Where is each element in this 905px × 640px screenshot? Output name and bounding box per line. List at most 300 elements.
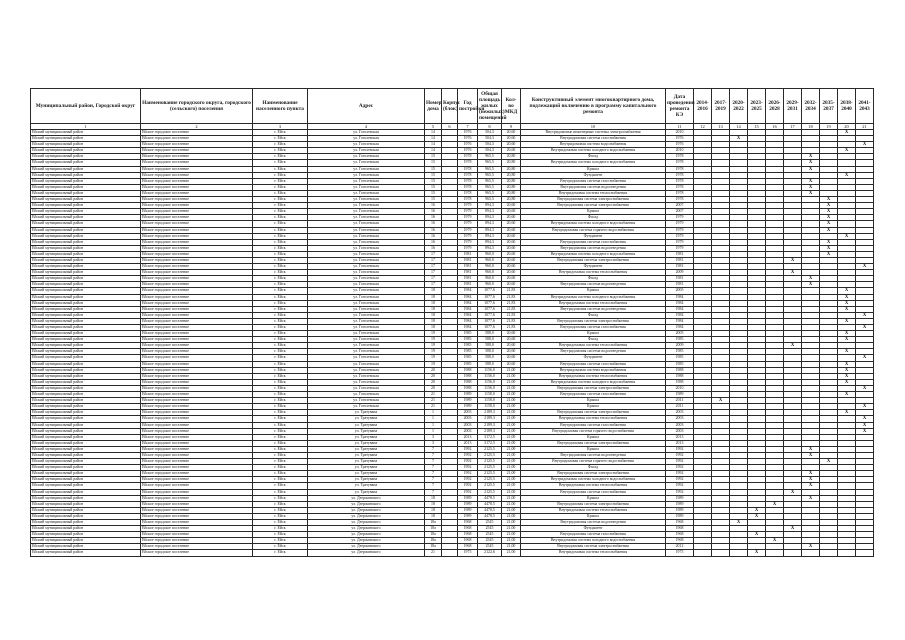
cell-district: Ейский муниципальный район — [31, 422, 141, 428]
table-body — [31, 130, 874, 557]
cell-repair: 1981 — [666, 264, 694, 270]
cell-settlement: Ейское городское поселение — [141, 233, 253, 239]
cell-repair: 1968 — [666, 532, 694, 538]
cell-settlement: Ейское городское поселение — [141, 239, 253, 245]
cell-element: Фундамент — [521, 526, 666, 532]
period-cell: X — [856, 142, 874, 148]
cell-house: 21 — [425, 392, 442, 398]
cell-count: 20,60 — [502, 221, 521, 227]
cell-locality: г. Ейск — [253, 312, 308, 318]
cell-year: 1985 — [458, 343, 478, 349]
cell-settlement: Ейское городское поселение — [141, 282, 253, 288]
cell-settlement: Ейское городское поселение — [141, 276, 253, 282]
cell-locality: г. Ейск — [253, 477, 308, 483]
cell-element: Внутридомовая система теплоснабжения — [521, 507, 666, 513]
cell-element: Внутридомовые инженерные системы электроснабжения — [521, 130, 666, 136]
cell-settlement: Ейское городское поселение — [141, 440, 253, 446]
cell-house: 14 — [425, 148, 442, 154]
column-number: 5 — [425, 124, 442, 130]
cell-element: Внутридомовая система газоснабжения — [521, 422, 666, 428]
cell-repair: 2003 — [666, 422, 694, 428]
cell-locality: г. Ейск — [253, 440, 308, 446]
cell-element: Внутридомовая система газоснабжения — [521, 136, 666, 142]
cell-repair: 1988 — [666, 373, 694, 379]
cell-street: ул. Гоголевская — [308, 264, 425, 270]
cell-count: 20,60 — [502, 142, 521, 148]
period-cell: X — [856, 404, 874, 410]
cell-repair: 1984 — [666, 300, 694, 306]
cell-house: 3 — [425, 434, 442, 440]
cell-element: Внутридомовая система водоснабжения — [521, 367, 666, 373]
cell-district: Ейский муниципальный район — [31, 331, 141, 337]
cell-street: ул. Тратувана — [308, 471, 425, 477]
cell-count: 21,00 — [502, 501, 521, 507]
cell-locality: г. Ейск — [253, 331, 308, 337]
cell-settlement: Ейское городское поселение — [141, 465, 253, 471]
cell-house: 19 — [425, 361, 442, 367]
cell-area: 1077,6 — [478, 325, 502, 331]
cell-house: 18 — [425, 513, 442, 519]
cell-area: 2125,5 — [478, 477, 502, 483]
table-header — [31, 89, 874, 130]
cell-district: Ейский муниципальный район — [31, 300, 141, 306]
cell-house: 17 — [425, 251, 442, 257]
cell-district: Ейский муниципальный район — [31, 520, 141, 526]
cell-locality: г. Ейск — [253, 300, 308, 306]
period-cell: X — [712, 398, 730, 404]
period-cell: X — [802, 190, 820, 196]
cell-element: Внутридомовая система газоснабжения — [521, 239, 666, 245]
cell-locality: г. Ейск — [253, 526, 308, 532]
cell-settlement: Ейское городское поселение — [141, 410, 253, 416]
cell-house: 7 — [425, 483, 442, 489]
cell-element: Внутридомовая система электроснабжения — [521, 203, 666, 209]
cell-count: 21,00 — [502, 373, 521, 379]
cell-repair: 1981 — [666, 257, 694, 263]
cell-locality: г. Ейск — [253, 318, 308, 324]
cell-element: Крыша — [521, 495, 666, 501]
cell-count: 20,60 — [502, 203, 521, 209]
cell-street: ул. Дзержинского — [308, 513, 425, 519]
cell-area: 960,0 — [478, 276, 502, 282]
cell-settlement: Ейское городское поселение — [141, 294, 253, 300]
cell-area: 1077,6 — [478, 318, 502, 324]
cell-repair: 2009 — [666, 343, 694, 349]
cell-element: Внутридомовая система электроснабжения — [521, 440, 666, 446]
cell-street: ул. Тратувана — [308, 434, 425, 440]
cell-street: ул. Гоголевская — [308, 190, 425, 196]
cell-district: Ейский муниципальный район — [31, 538, 141, 544]
cell-area: 588,0 — [478, 337, 502, 343]
cell-settlement: Ейское городское поселение — [141, 367, 253, 373]
cell-area: 894,3 — [478, 245, 502, 251]
cell-year: 1979 — [458, 227, 478, 233]
cell-year: 1968 — [458, 544, 478, 550]
cell-settlement: Ейское городское поселение — [141, 300, 253, 306]
cell-district: Ейский муниципальный район — [31, 257, 141, 263]
cell-year: 1984 — [458, 306, 478, 312]
cell-year: 1984 — [458, 318, 478, 324]
cell-house: 17 — [425, 282, 442, 288]
cell-district: Ейский муниципальный район — [31, 215, 141, 221]
cell-settlement: Ейское городское поселение — [141, 526, 253, 532]
cell-element: Внутридомовая система горячего водоснабжения — [521, 428, 666, 434]
cell-locality: г. Ейск — [253, 373, 308, 379]
cell-settlement: Ейское городское поселение — [141, 355, 253, 361]
period-cell: X — [820, 459, 838, 465]
period-cell: X — [838, 306, 856, 312]
cell-locality: г. Ейск — [253, 513, 308, 519]
column-header: 2017-2019 — [712, 89, 730, 124]
period-cell: X — [820, 215, 838, 221]
cell-house: 17 — [425, 264, 442, 270]
cell-locality: г. Ейск — [253, 349, 308, 355]
cell-district: Ейский муниципальный район — [31, 465, 141, 471]
cell-locality: г. Ейск — [253, 221, 308, 227]
cell-area: 504,3 — [478, 136, 502, 142]
cell-year: 1979 — [458, 221, 478, 227]
cell-year: 1989 — [458, 398, 478, 404]
cell-settlement: Ейское городское поселение — [141, 379, 253, 385]
cell-street: ул. Дзержинского — [308, 520, 425, 526]
period-cell: X — [838, 294, 856, 300]
cell-year: 1978 — [458, 160, 478, 166]
cell-locality: г. Ейск — [253, 495, 308, 501]
cell-repair: 1984 — [666, 294, 694, 300]
period-cell: X — [838, 361, 856, 367]
cell-district: Ейский муниципальный район — [31, 410, 141, 416]
cell-settlement: Ейское городское поселение — [141, 452, 253, 458]
cell-count: 20,60 — [502, 270, 521, 276]
column-number: 15 — [748, 124, 766, 130]
cell-district: Ейский муниципальный район — [31, 325, 141, 331]
cell-year: 1979 — [458, 203, 478, 209]
column-header: Номер дома — [425, 89, 442, 124]
cell-repair: 1978 — [666, 166, 694, 172]
cell-street: ул. Гоголевская — [308, 233, 425, 239]
period-cell: X — [820, 239, 838, 245]
cell-district: Ейский муниципальный район — [31, 489, 141, 495]
cell-settlement: Ейское городское поселение — [141, 471, 253, 477]
cell-district: Ейский муниципальный район — [31, 166, 141, 172]
period-cell: X — [838, 318, 856, 324]
cell-locality: г. Ейск — [253, 532, 308, 538]
cell-element: Внутридомовая система водоотведения — [521, 184, 666, 190]
cell-year: 1988 — [458, 379, 478, 385]
cell-district: Ейский муниципальный район — [31, 203, 141, 209]
cell-street: ул. Тратувана — [308, 459, 425, 465]
cell-locality: г. Ейск — [253, 343, 308, 349]
column-header: 2023-2025 — [748, 89, 766, 124]
cell-year: 1985 — [458, 331, 478, 337]
cell-area: 504,3 — [478, 142, 502, 148]
cell-element: Внутридомовая система теплоснабжения — [521, 270, 666, 276]
cell-repair: 1976 — [666, 136, 694, 142]
cell-year: 1979 — [458, 245, 478, 251]
cell-locality: г. Ейск — [253, 544, 308, 550]
column-header: 2029-2031 — [784, 89, 802, 124]
cell-element: Фасад — [521, 312, 666, 318]
cell-district: Ейский муниципальный район — [31, 416, 141, 422]
cell-area: 3172,5 — [478, 440, 502, 446]
cell-count: 20,80 — [502, 160, 521, 166]
cell-year: 1992 — [458, 446, 478, 452]
cell-locality: г. Ейск — [253, 136, 308, 142]
cell-repair: 2011 — [666, 398, 694, 404]
cell-count: 21,83 — [502, 288, 521, 294]
cell-locality: г. Ейск — [253, 257, 308, 263]
cell-area: 894,3 — [478, 233, 502, 239]
period-cell: X — [820, 251, 838, 257]
cell-area: 894,3 — [478, 215, 502, 221]
cell-settlement: Ейское городское поселение — [141, 501, 253, 507]
cell-count: 21,00 — [502, 507, 521, 513]
cell-count: 20,60 — [502, 276, 521, 282]
cell-area: 2189,3 — [478, 410, 502, 416]
column-header: 2014-2016 — [694, 89, 712, 124]
cell-district: Ейский муниципальный район — [31, 459, 141, 465]
cell-house: 18а — [425, 538, 442, 544]
period-cell: X — [838, 410, 856, 416]
cell-year: 1988 — [458, 385, 478, 391]
cell-count: 21,00 — [502, 404, 521, 410]
column-header: 2026-2028 — [766, 89, 784, 124]
cell-house: 17 — [425, 270, 442, 276]
cell-repair: 1978 — [666, 190, 694, 196]
cell-repair: 2013 — [666, 434, 694, 440]
cell-settlement: Ейское городское поселение — [141, 422, 253, 428]
cell-element: Внутридомовая система водоотведения — [521, 282, 666, 288]
cell-count: 21,00 — [502, 532, 521, 538]
cell-count: 21,00 — [502, 477, 521, 483]
period-cell: X — [856, 325, 874, 331]
cell-repair: 1979 — [666, 239, 694, 245]
cell-district: Ейский муниципальный район — [31, 477, 141, 483]
cell-locality: г. Ейск — [253, 416, 308, 422]
cell-element: Внутридомовая система электроснабжения — [521, 544, 666, 550]
cell-locality: г. Ейск — [253, 306, 308, 312]
cell-element: Фасад — [521, 215, 666, 221]
cell-locality: г. Ейск — [253, 379, 308, 385]
period-cell: X — [838, 148, 856, 154]
cell-street: ул. Гоголевская — [308, 343, 425, 349]
cell-element: Внутридомовая система холодного водоснабжения — [521, 379, 666, 385]
cell-area: 894,3 — [478, 227, 502, 233]
cell-locality: г. Ейск — [253, 227, 308, 233]
cell-area: 1077,6 — [478, 288, 502, 294]
cell-house: 20 — [425, 367, 442, 373]
cell-street: ул. Дзержинского — [308, 532, 425, 538]
cell-year: 1968 — [458, 526, 478, 532]
cell-area: 2545 — [478, 520, 502, 526]
cell-street: ул. Гоголевская — [308, 300, 425, 306]
cell-repair: 1978 — [666, 160, 694, 166]
period-cell — [730, 550, 748, 556]
cell-year: 1989 — [458, 507, 478, 513]
cell-settlement: Ейское городское поселение — [141, 160, 253, 166]
cell-street: ул. Гоголевская — [308, 373, 425, 379]
cell-area: 965,5 — [478, 166, 502, 172]
cell-area: 2545 — [478, 526, 502, 532]
cell-settlement: Ейское городское поселение — [141, 459, 253, 465]
cell-district: Ейский муниципальный район — [31, 190, 141, 196]
cell-street: ул. Тратувана — [308, 440, 425, 446]
cell-repair: 1979 — [666, 233, 694, 239]
cell-house: 18 — [425, 318, 442, 324]
period-cell: X — [748, 513, 766, 519]
cell-count: 20,60 — [502, 355, 521, 361]
cell-count: 20,60 — [502, 233, 521, 239]
period-cell — [784, 550, 802, 556]
cell-district: Ейский муниципальный район — [31, 197, 141, 203]
cell-area: 965,5 — [478, 154, 502, 160]
cell-locality: г. Ейск — [253, 172, 308, 178]
cell-count: 20,60 — [502, 343, 521, 349]
cell-element: Внутридомовая система теплоснабжения — [521, 373, 666, 379]
period-cell: X — [748, 532, 766, 538]
cell-street: ул. Дзержинского — [308, 501, 425, 507]
cell-year: 1979 — [458, 209, 478, 215]
period-cell: X — [838, 392, 856, 398]
cell-area: 4478,5 — [478, 501, 502, 507]
cell-house: 18 — [425, 306, 442, 312]
cell-house: 19 — [425, 337, 442, 343]
period-cell: X — [748, 507, 766, 513]
cell-year: 2003 — [458, 416, 478, 422]
cell-area: 960,0 — [478, 282, 502, 288]
cell-street: ул. Гоголевская — [308, 355, 425, 361]
column-number: 18 — [802, 124, 820, 130]
cell-street: ул. Гоголевская — [308, 276, 425, 282]
cell-year: 1989 — [458, 404, 478, 410]
cell-element: Внутридомовая система холодного водоснабжения — [521, 477, 666, 483]
cell-district: Ейский муниципальный район — [31, 404, 141, 410]
cell-area: 588,0 — [478, 361, 502, 367]
cell-count: 20,60 — [502, 215, 521, 221]
cell-district: Ейский муниципальный район — [31, 361, 141, 367]
cell-locality: г. Ейск — [253, 404, 308, 410]
cell-year: 1978 — [458, 184, 478, 190]
column-header: Наименование населенного пункта — [253, 89, 308, 124]
cell-settlement: Ейское городское поселение — [141, 404, 253, 410]
cell-locality: г. Ейск — [253, 452, 308, 458]
cell-count: 21,00 — [502, 410, 521, 416]
cell-house: 1 — [425, 410, 442, 416]
cell-locality: г. Ейск — [253, 385, 308, 391]
cell-district: Ейский муниципальный район — [31, 343, 141, 349]
cell-repair: 2010 — [666, 385, 694, 391]
cell-district: Ейский муниципальный район — [31, 452, 141, 458]
cell-street: ул. Гоголевская — [308, 325, 425, 331]
cell-count: 21,00 — [502, 513, 521, 519]
cell-element: Крыша — [521, 446, 666, 452]
cell-settlement: Ейское городское поселение — [141, 209, 253, 215]
cell-street: ул. Гоголевская — [308, 312, 425, 318]
cell-settlement: Ейское городское поселение — [141, 142, 253, 148]
cell-locality: г. Ейск — [253, 245, 308, 251]
cell-count: 20,60 — [502, 349, 521, 355]
cell-settlement: Ейское городское поселение — [141, 306, 253, 312]
cell-area: 2189,3 — [478, 428, 502, 434]
period-cell: X — [802, 544, 820, 550]
cell-repair: 1978 — [666, 178, 694, 184]
cell-year: 1979 — [458, 239, 478, 245]
cell-district: Ейский муниципальный район — [31, 178, 141, 184]
cell-count: 20,60 — [502, 251, 521, 257]
cell-count: 20,60 — [502, 331, 521, 337]
cell-settlement: Ейское городское поселение — [141, 520, 253, 526]
cell-house: 16 — [425, 233, 442, 239]
cell-locality: г. Ейск — [253, 446, 308, 452]
cell-street: ул. Гоголевская — [308, 245, 425, 251]
cell-count: 21,83 — [502, 318, 521, 324]
cell-year: 1976 — [458, 130, 478, 136]
cell-district: Ейский муниципальный район — [31, 440, 141, 446]
cell-area: 1158,0 — [478, 398, 502, 404]
cell-locality: г. Ейск — [253, 465, 308, 471]
cell-area: 894,3 — [478, 203, 502, 209]
cell-repair: 1984 — [666, 318, 694, 324]
cell-locality: г. Ейск — [253, 337, 308, 343]
cell-house: 14 — [425, 130, 442, 136]
cell-area: 2545 — [478, 532, 502, 538]
cell-area: 1077,6 — [478, 306, 502, 312]
cell-street: ул. Гоголевская — [308, 172, 425, 178]
period-cell — [838, 550, 856, 556]
column-header: 2020-2022 — [730, 89, 748, 124]
cell-area: 2125,5 — [478, 459, 502, 465]
cell-locality: г. Ейск — [253, 154, 308, 160]
cell-area: 2189,3 — [478, 416, 502, 422]
cell-house: 7 — [425, 477, 442, 483]
period-cell: X — [820, 221, 838, 227]
cell-element: Крыша — [521, 331, 666, 337]
cell-count: 20,60 — [502, 227, 521, 233]
cell-settlement: Ейское городское поселение — [141, 446, 253, 452]
cell-locality: г. Ейск — [253, 190, 308, 196]
cell-district: Ейский муниципальный район — [31, 483, 141, 489]
cell-element: Внутридомовая система газоснабжения — [521, 489, 666, 495]
cell-repair: 1985 — [666, 349, 694, 355]
cell-element: Внутридомовая система водоотведения — [521, 349, 666, 355]
cell-count: 20,60 — [502, 361, 521, 367]
cell-element: Фундамент — [521, 233, 666, 239]
column-number: 7 — [458, 124, 478, 130]
cell-count: 20,80 — [502, 154, 521, 160]
cell-street: ул. Гоголевская — [308, 349, 425, 355]
cell-house: 18 — [425, 288, 442, 294]
cell-street: ул. Гоголевская — [308, 130, 425, 136]
cell-settlement: Ейское городское поселение — [141, 361, 253, 367]
cell-area: 504,3 — [478, 130, 502, 136]
cell-street: ул. Дзержинского — [308, 550, 425, 556]
cell-repair: 1976 — [666, 142, 694, 148]
cell-element: Внутридомовая система теплоснабжения — [521, 483, 666, 489]
cell-year: 2013 — [458, 440, 478, 446]
cell-house: 16 — [425, 239, 442, 245]
cell-year: 1989 — [458, 501, 478, 507]
cell-repair: 1984 — [666, 306, 694, 312]
period-cell: X — [838, 172, 856, 178]
cell-district: Ейский муниципальный район — [31, 184, 141, 190]
cell-area: 1077,6 — [478, 312, 502, 318]
cell-settlement: Ейское городское поселение — [141, 434, 253, 440]
cell-street: ул. Гоголевская — [308, 215, 425, 221]
period-cell: X — [802, 282, 820, 288]
cell-count: 21,83 — [502, 325, 521, 331]
cell-house: 19 — [425, 331, 442, 337]
cell-locality: г. Ейск — [253, 538, 308, 544]
